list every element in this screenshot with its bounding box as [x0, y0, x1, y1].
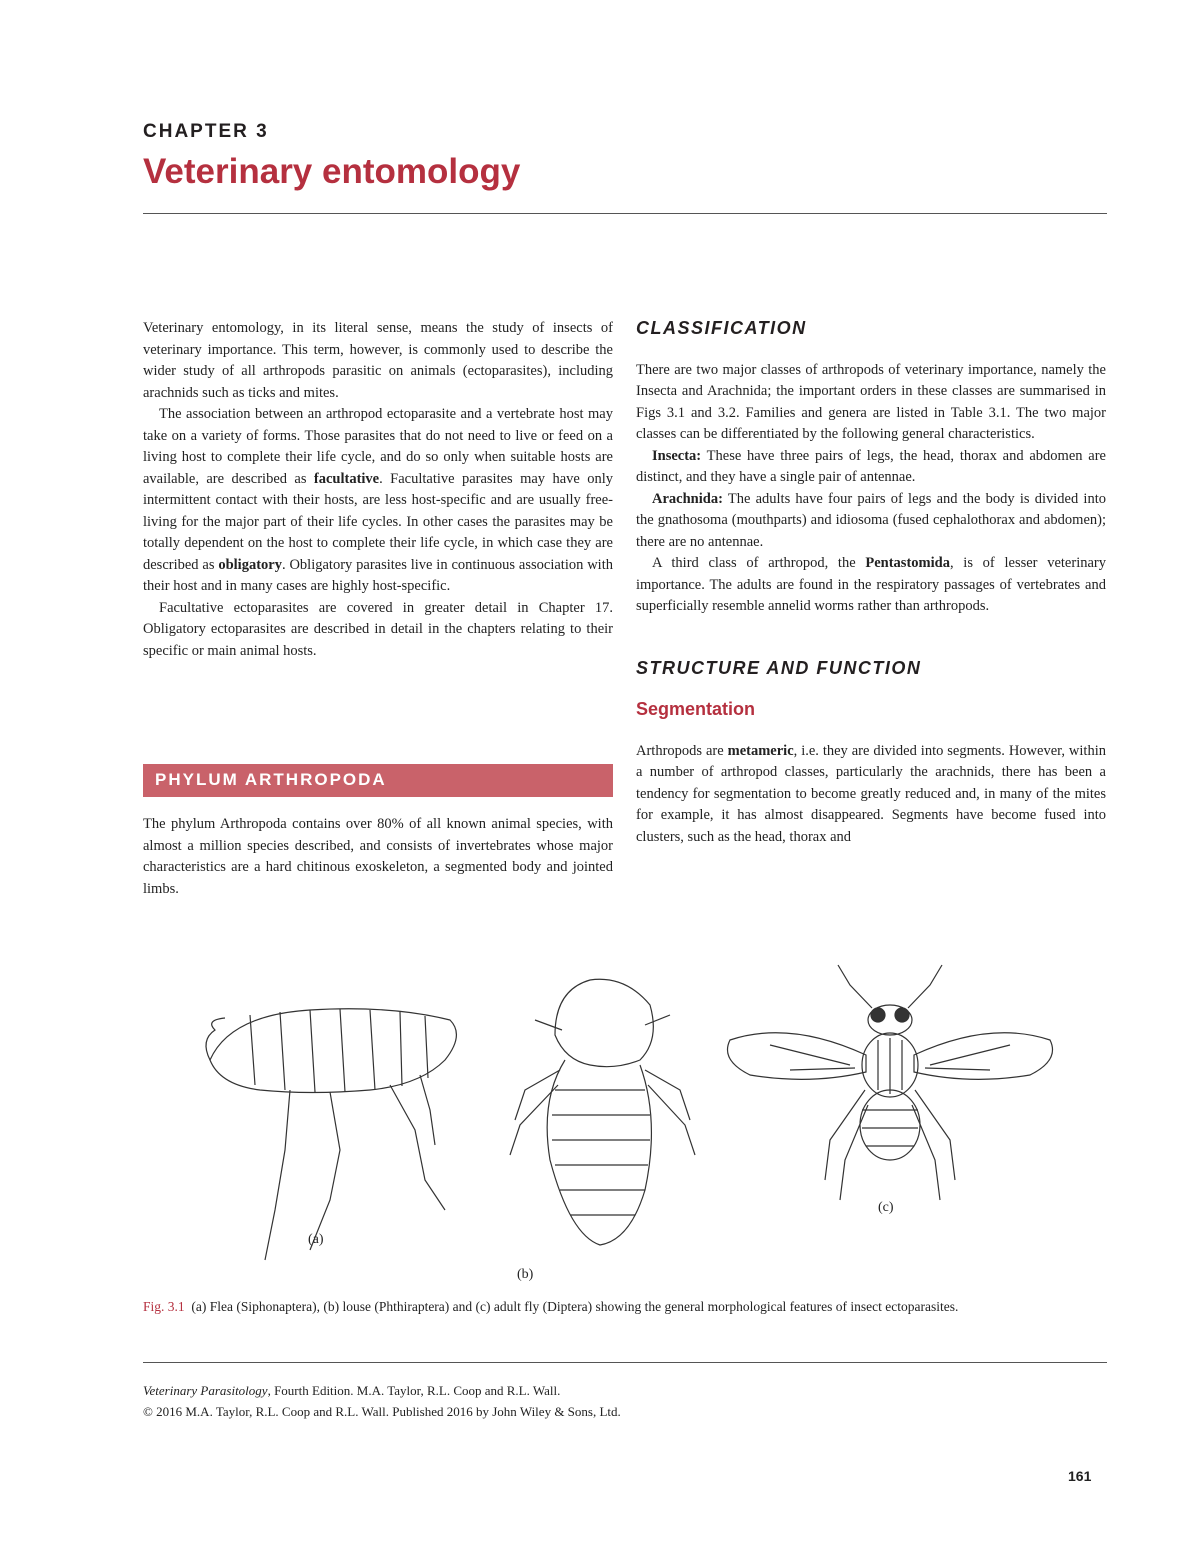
figure-caption [143, 1299, 1123, 1315]
phylum-heading: PHYLUM ARTHROPODA [155, 770, 387, 789]
phylum-column [143, 814, 613, 900]
footer [143, 1380, 621, 1422]
pentastomida-paragraph: A third class of arthropod, the Pentastomida, is of lesser veterinary importance. The adults are found in the respiratory passages of vertebrates and superficially resemble annelid worms rather than arthropods. [636, 555, 1106, 614]
figure-caption-text: (a) Flea (Siphonaptera), (b) louse (Phthiraptera) and (c) adult fly (Diptera) showing the general morphological features of insect ectoparasites. [191, 1299, 959, 1314]
intro-paragraph-2: The association between an arthropod ectoparasite and a vertebrate host may take on a variety of forms. Those parasites that do not need to live or feed on a living host to complete their life cycle, and do so only when suitable hosts are available, are described as facultative. Facultative parasites may have only intermittent contact with their hosts, are less host-specific and are usually free-living for the major part of their life cycles. In other cases the parasites may be totally dependent on the host to complete their life cycle, in which case they are described as obligatory. Obligatory parasites live in continuous association with their host and in many cases are highly host-specific. [143, 406, 614, 594]
chapter-title: Veterinary entomology [143, 152, 521, 191]
structure-heading: STRUCTURE AND FUNCTION [636, 657, 922, 678]
louse-illustration [510, 979, 695, 1245]
figure-3-1 [190, 960, 1090, 1290]
classification-heading: CLASSIFICATION [636, 318, 807, 338]
term-pentastomida: Pentastomida [865, 555, 950, 571]
figure-label-c: (c) [878, 1200, 894, 1215]
insecta-paragraph: Insecta: These have three pairs of legs, the head, thorax and abdomen are distinct, and they have a single pair of antennae. [636, 447, 1106, 485]
figure-label-b: (b) [517, 1267, 534, 1282]
phylum-section-banner [143, 764, 613, 797]
intro-paragraph-3: Facultative ectoparasites are covered in greater detail in Chapter 17. Obligatory ectoparasites are described in detail in the chapters relating to their specific or main animal hosts. [143, 599, 613, 659]
footer-rule [143, 1362, 1107, 1363]
footer-line-2: © 2016 M.A. Taylor, R.L. Coop and R.L. Wall. Published 2016 by John Wiley & Sons, Ltd. [143, 1404, 621, 1419]
term-metameric: metameric [727, 742, 794, 759]
flea-illustration [206, 1009, 456, 1260]
fly-illustration [728, 965, 1053, 1200]
term-facultative: facultative [313, 470, 380, 487]
title-rule [143, 213, 1107, 214]
term-arachnida: Arachnida: [652, 490, 723, 507]
term-insecta: Insecta: [652, 447, 702, 464]
segmentation-paragraph: Arthropods are metameric, i.e. they are divided into segments. However, within a number of arthropod classes, particularly the arachnids, there has been a tendency for segmentation to become greatly reduced and, in many of the mites for example, it has almost disappeared. Segments have become fused into clusters, such as the head, thorax and [636, 742, 1106, 845]
arachnida-paragraph: Arachnida: The adults have four pairs of legs and the body is divided into the gnathosoma (mouthparts) and idiosoma (fused cephalothorax and abdomen); there are no antennae. [636, 490, 1106, 550]
intro-paragraph-1: Veterinary entomology, in its literal sense, means the study of insects of veterinary importance. This term, however, is commonly used to describe the wider study of all arthropods parasitic on animals (ectoparasites), including arachnids such as ticks and mites. [143, 320, 613, 401]
figure-number: Fig. 3.1 [143, 1299, 185, 1314]
segmentation-subheading: Segmentation [636, 699, 756, 719]
figure-label-a: (a) [308, 1232, 324, 1247]
book-title: Veterinary Parasitology [143, 1383, 268, 1398]
chapter-label: CHAPTER 3 [143, 121, 269, 142]
classification-paragraph-1: There are two major classes of arthropods of veterinary importance, namely the Insecta and Arachnida; the important orders in these classes are summarised in Figs 3.1 and 3.2. Families and genera are listed in Table 3.1. The two major classes can be differentiated by the following general characteristics. [636, 361, 1106, 442]
intro-column [143, 318, 613, 662]
footer-line-1: Veterinary Parasitology, Fourth Edition. M.A. Taylor, R.L. Coop and R.L. Wall. [143, 1383, 561, 1398]
phylum-paragraph: The phylum Arthropoda contains over 80% of all known animal species, with almost a million species described, and consists of invertebrates whose major characteristics are a hard chitinous exoskeleton, a segmented body and jointed limbs. [143, 816, 613, 897]
insect-illustrations [190, 960, 1090, 1290]
right-column [636, 318, 1106, 848]
term-obligatory: obligatory [218, 556, 282, 573]
page-number: 161 [1068, 1468, 1092, 1484]
